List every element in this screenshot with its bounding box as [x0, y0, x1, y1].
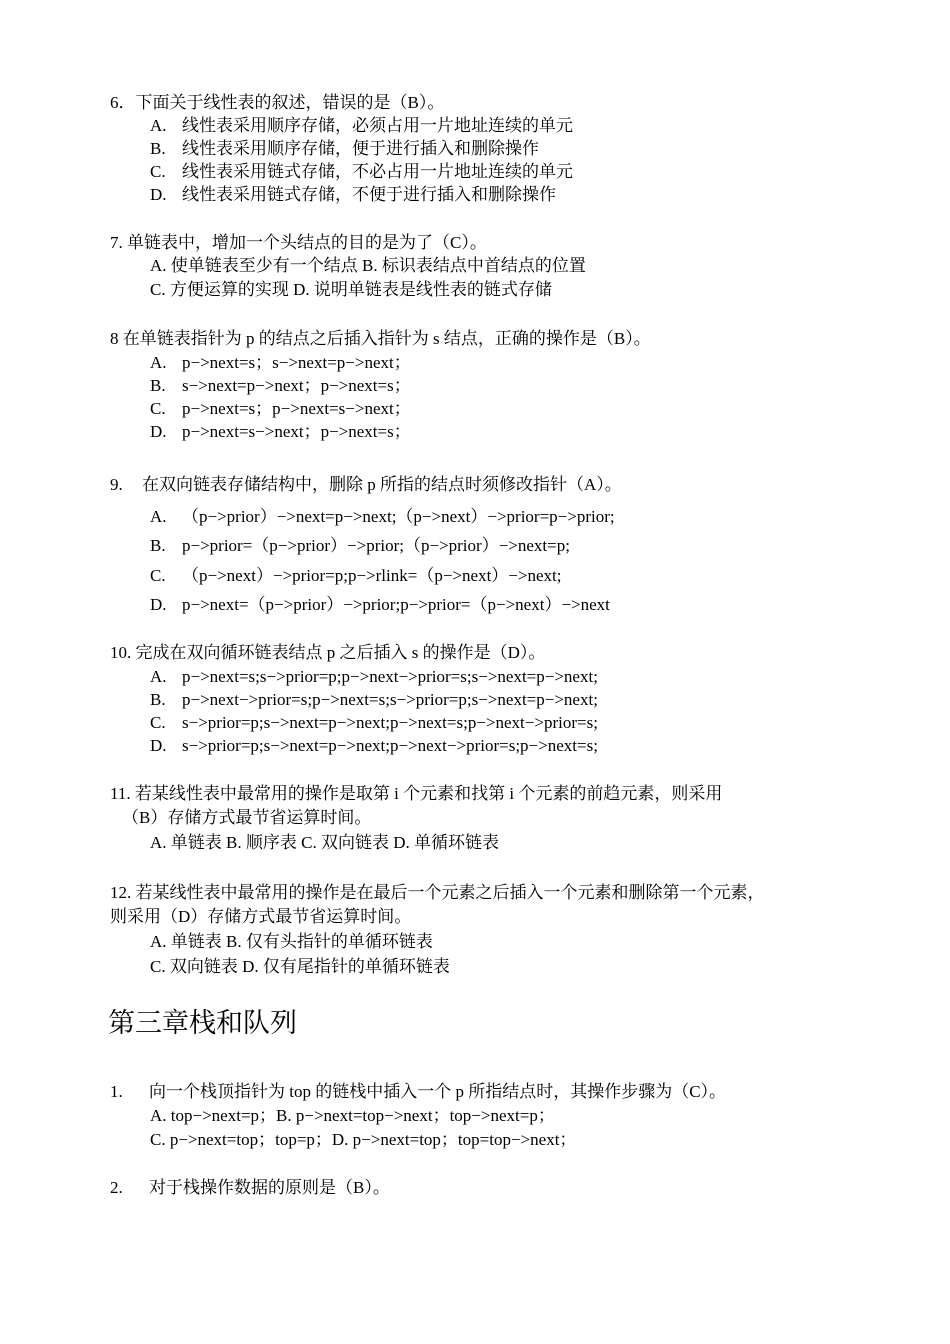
q9-stem: 在双向链表存储结构中，删除 p 所指的结点时须修改指针（A）。 [142, 475, 622, 494]
q12-stem-line-1: 12. 若某线性表中最常用的操作是在最后一个元素之后插入一个元素和删除第一个元素， [110, 883, 765, 902]
q9-option-d-text: p−>next=（p−>prior）−>prior;p−>prior=（p−>next）−>next [182, 595, 610, 614]
q11-stem-line-2: （B）存储方式最节省运算时间。 [122, 808, 372, 827]
q6-option-b-text: 线性表采用顺序存储，便于进行插入和删除操作 [182, 139, 539, 158]
q11-options-line: A. 单链表 B. 顺序表 C. 双向链表 D. 单循环链表 [150, 833, 499, 852]
ch3-q1-options-line-1: A. top−>next=p；B. p−>next=top−>next；top−>next=p； [150, 1106, 555, 1125]
q8-option-a-text: p−>next=s；s−>next=p−>next； [182, 353, 411, 372]
q6-option-d-text: 线性表采用链式存储，不便于进行插入和删除操作 [182, 185, 556, 204]
q10-option-c-text: s−>prior=p;s−>next=p−>next;p−>next=s;p−>next−>prior=s; [182, 713, 598, 732]
q6-option-a-letter: A. [150, 116, 167, 135]
ch3-q2-number: 2. [110, 1178, 123, 1197]
chapter-title: 第三章栈和队列 [108, 1008, 297, 1038]
q9-option-a-text: （p−>prior）−>next=p−>next;（p−>next）−>prior=p−>prior; [182, 507, 615, 526]
q10-option-a-letter: A. [150, 667, 167, 686]
q10-option-d-text: s−>prior=p;s−>next=p−>next;p−>next−>prior=s;p−>next=s; [182, 736, 598, 755]
q6-stem: 6．下面关于线性表的叙述，错误的是（B）。 [110, 93, 445, 112]
q9-option-c-text: （p−>next）−>prior=p;p−>rlink=（p−>next）−>next; [182, 566, 562, 585]
q8-option-b-letter: B. [150, 376, 166, 395]
q12-options-line-2: C. 双向链表 D. 仅有尾指针的单循环链表 [150, 957, 450, 976]
q12-stem-line-2: 则采用（D）存储方式最节省运算时间。 [110, 907, 412, 926]
q8-option-d-letter: D. [150, 422, 167, 441]
q11-stem-line-1: 11. 若某线性表中最常用的操作是取第 i 个元素和找第 i 个元素的前趋元素，则采用 [110, 784, 723, 803]
q8-option-d-text: p−>next=s−>next；p−>next=s； [182, 422, 411, 441]
q12-options-line-1: A. 单链表 B. 仅有头指针的单循环链表 [150, 932, 433, 951]
q9-number: 9. [110, 475, 123, 494]
q9-option-b-letter: B. [150, 536, 166, 555]
q7-options-line-1: A. 使单链表至少有一个结点 B. 标识表结点中首结点的位置 [150, 256, 586, 275]
q10-stem: 10. 完成在双向循环链表结点 p 之后插入 s 的操作是（D）。 [110, 643, 546, 662]
ch3-q1-options-line-2: C. p−>next=top；top=p；D. p−>next=top；top=top−>next； [150, 1130, 577, 1149]
q8-stem: 8 在单链表指针为 p 的结点之后插入指针为 s 结点，正确的操作是（B）。 [110, 329, 651, 348]
ch3-q1-number: 1. [110, 1082, 123, 1101]
q8-option-c-text: p−>next=s；p−>next=s−>next； [182, 399, 411, 418]
ch3-q2-stem: 对于栈操作数据的原则是（B）。 [149, 1178, 390, 1197]
q9-option-b-text: p−>prior=（p−>prior）−>prior;（p−>prior）−>next=p; [182, 536, 570, 555]
q6-option-c-letter: C. [150, 162, 166, 181]
q10-option-c-letter: C. [150, 713, 166, 732]
ch3-q1-stem: 向一个栈顶指针为 top 的链栈中插入一个 p 所指结点时，其操作步骤为（C）。 [149, 1082, 727, 1101]
q8-option-c-letter: C. [150, 399, 166, 418]
q9-option-a-letter: A. [150, 507, 167, 526]
q7-stem: 7. 单链表中，增加一个头结点的目的是为了（C）。 [110, 233, 487, 252]
q6-option-b-letter: B. [150, 139, 166, 158]
q10-option-b-text: p−>next−>prior=s;p−>next=s;s−>prior=p;s−>next=p−>next; [182, 690, 598, 709]
q6-option-a-text: 线性表采用顺序存储，必须占用一片地址连续的单元 [182, 116, 573, 135]
q10-option-a-text: p−>next=s;s−>prior=p;p−>next−>prior=s;s−>next=p−>next; [182, 667, 598, 686]
q8-option-b-text: s−>next=p−>next；p−>next=s； [182, 376, 411, 395]
q7-options-line-2: C. 方便运算的实现 D. 说明单链表是线性表的链式存储 [150, 280, 552, 299]
q6-option-d-letter: D. [150, 185, 167, 204]
q9-option-d-letter: D. [150, 595, 167, 614]
q10-option-b-letter: B. [150, 690, 166, 709]
q6-option-c-text: 线性表采用链式存储，不必占用一片地址连续的单元 [182, 162, 573, 181]
q10-option-d-letter: D. [150, 736, 167, 755]
q8-option-a-letter: A. [150, 353, 167, 372]
q9-option-c-letter: C. [150, 566, 166, 585]
